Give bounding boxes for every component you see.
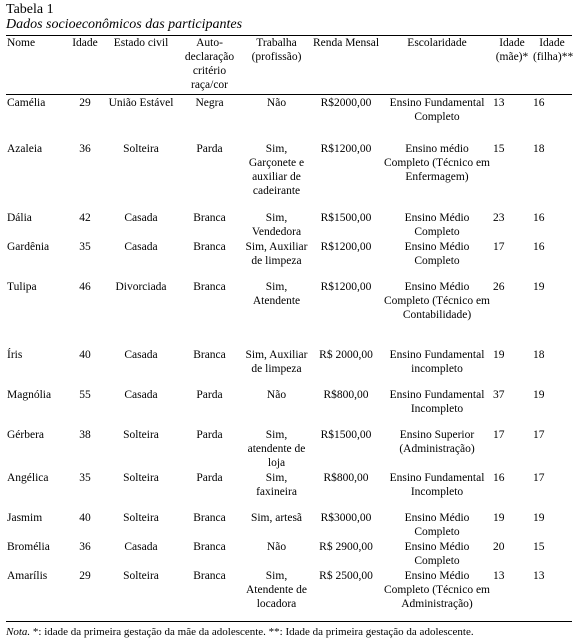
header-cell: Nome (6, 36, 64, 95)
table-cell: Magnólia (7, 388, 52, 401)
table-cell: 42 (79, 211, 91, 224)
table-cell: Jasmim (7, 511, 43, 524)
table-cell: Casada (124, 388, 158, 401)
table-cell: Ensino Fundamental Incompleto (389, 471, 485, 498)
table-cell: Branca (193, 348, 226, 361)
table-cell: 36 (79, 540, 91, 553)
header-cell: Idade (mãe)* (492, 36, 532, 95)
table-row (6, 141, 572, 210)
table-cell: União Estável (108, 97, 174, 109)
table-row (6, 387, 572, 427)
table-cell: 36 (79, 142, 91, 155)
table-cell: Sim, Auxiliar de limpeza (245, 348, 308, 375)
table-cell: R$1200,00 (320, 240, 372, 253)
table-label: Tabela 1 (6, 2, 54, 17)
header-cell: Renda Mensal (310, 36, 382, 95)
table-cell: 40 (79, 348, 91, 361)
table-cell: Casada (124, 240, 158, 253)
table-cell: Ensino Médio Completo (404, 240, 470, 267)
table-cell: 40 (79, 511, 91, 524)
table-cell: Angélica (7, 471, 49, 484)
table-body (6, 95, 572, 622)
table-cell: Tulipa (7, 280, 37, 293)
table-row (6, 210, 572, 239)
table-cell: Ensino Fundamental Incompleto (389, 388, 485, 415)
table-cell: Branca (193, 540, 226, 553)
table-cell: 55 (79, 388, 91, 401)
table-cell: 13 (493, 97, 505, 109)
header-cell: Estado civil (106, 36, 176, 95)
table-cell: Não (266, 97, 287, 109)
table-cell: Solteira (106, 568, 176, 622)
table-cell: Negra (195, 97, 224, 109)
note-label: Nota. (6, 626, 31, 638)
table-cell: 19 (533, 280, 545, 293)
table-note (6, 626, 572, 639)
table-cell: Azaleia (7, 142, 43, 155)
table-cell: 18 (533, 142, 545, 155)
table-cell: Casada (124, 540, 158, 553)
table-cell: 29 (79, 97, 91, 109)
table-cell: Casada (124, 348, 158, 361)
table-cell: 16 (533, 97, 545, 109)
table-row (6, 427, 572, 470)
header-cell: Auto-declaração critério raça/cor (176, 36, 243, 95)
table-cell: R$800,00 (323, 471, 369, 484)
table-cell: R$ 2500,00 (310, 568, 382, 622)
table-cell: 17 (493, 428, 505, 441)
table-cell: Ensino Médio Completo (404, 211, 470, 238)
table-cell: Ensino Médio Completo (Técnico em Administração) (382, 568, 492, 622)
table-cell: Ensino Superior (Administração) (399, 428, 475, 455)
header-cell: Trabalha (profissão) (243, 36, 310, 95)
table-cell: 20 (493, 540, 505, 553)
table-cell: Solteira (123, 428, 159, 441)
table-cell: Parda (196, 388, 223, 401)
table-cell: R$1500,00 (320, 211, 372, 224)
table-cell: Gardênia (7, 240, 50, 253)
table-cell: R$2000,00 (320, 97, 372, 109)
table-cell: Camélia (7, 97, 46, 109)
table-cell: Sim, atendente de loja (247, 428, 306, 469)
table-cell: Casada (124, 211, 158, 224)
table-cell: 37 (493, 388, 505, 401)
table-cell: Bromélia (7, 540, 50, 553)
table-row (6, 95, 572, 141)
table-cell: 15 (493, 142, 505, 155)
table-cell: Ensino médio Completo (Técnico em Enfermagem) (383, 142, 491, 183)
table-row (6, 239, 572, 279)
table-cell: Amarílis (6, 568, 64, 622)
table-cell: Sim, Atendente de locadora (243, 568, 310, 622)
table-cell: 16 (533, 240, 545, 253)
table-cell: Ensino Fundamental incompleto (389, 348, 485, 375)
table-cell: Sim, Garçonete e auxiliar de cadeirante (248, 142, 305, 197)
table-cell: Ensino Médio Completo (404, 540, 470, 567)
table-cell: Divorciada (115, 280, 167, 293)
table-cell: 19 (533, 511, 545, 524)
table-cell: 29 (64, 568, 106, 622)
table-cell: Solteira (123, 511, 159, 524)
table-cell: Sim, Vendedora (251, 211, 302, 238)
table-cell: 35 (79, 471, 91, 484)
table-row (6, 279, 572, 347)
table-cell: Branca (193, 211, 226, 224)
table-row (6, 347, 572, 387)
table-cell: Parda (196, 471, 223, 484)
table-cell: Não (266, 388, 287, 401)
note-text: *: idade da primeira gestação da mãe da adolescente. **: Idade da primeira gestação da adolescente. (30, 626, 474, 638)
table-cell: 35 (79, 240, 91, 253)
table-cell: Sim, Auxiliar de limpeza (245, 240, 308, 267)
header-cell: Idade (64, 36, 106, 95)
table-title: Dados socioeconômicos das participantes (6, 17, 243, 32)
table-cell: 17 (533, 428, 545, 441)
table-cell: 38 (79, 428, 91, 441)
table-cell: 13 (532, 568, 572, 622)
table-cell: R$ 2000,00 (319, 348, 373, 361)
header-row (6, 36, 572, 95)
table-cell: R$3000,00 (320, 511, 372, 524)
table-cell: Gérbera (7, 428, 45, 441)
table-cell: Não (266, 540, 287, 553)
header-cell: Escolaridade (382, 36, 492, 95)
table-cell: 16 (493, 471, 505, 484)
table-cell: Branca (193, 280, 226, 293)
table-cell: 13 (492, 568, 532, 622)
table-cell: Parda (196, 428, 223, 441)
table-cell: 19 (533, 388, 545, 401)
table-cell: Sim, artesã (250, 511, 303, 524)
table-cell: Branca (176, 568, 243, 622)
table-cell: 19 (493, 348, 505, 361)
table-cell: Solteira (123, 142, 159, 155)
table-cell: 23 (493, 211, 505, 224)
table-cell: 26 (493, 280, 505, 293)
table-cell: Parda (196, 142, 223, 155)
table-cell: 17 (493, 240, 505, 253)
table-row (6, 568, 572, 622)
table-cell: 46 (79, 280, 91, 293)
table-cell: Solteira (123, 471, 159, 484)
table-cell: Ensino Médio Completo (404, 511, 470, 538)
table-cell: Ensino Médio Completo (Técnico em Contabilidade) (383, 280, 491, 321)
table-cell: R$1200,00 (320, 280, 372, 293)
table-cell: 16 (533, 211, 545, 224)
table-cell: Dália (7, 211, 32, 224)
table-cell: 19 (493, 511, 505, 524)
table-cell: R$1500,00 (320, 428, 372, 441)
table-cell: 17 (533, 471, 545, 484)
table-row (6, 539, 572, 568)
table-cell: Íris (7, 348, 23, 361)
header-cell: Idade (filha)** (532, 36, 572, 95)
table-row (6, 510, 572, 539)
table-cell: Branca (193, 511, 226, 524)
table-cell: Sim, faxineira (256, 471, 297, 498)
table-row (6, 470, 572, 510)
table-cell: 15 (533, 540, 545, 553)
table-cell: Branca (193, 240, 226, 253)
table-cell: R$800,00 (323, 388, 369, 401)
table-cell: R$1200,00 (320, 142, 372, 155)
table-cell: Ensino Fundamental Completo (389, 97, 485, 123)
table-cell: 18 (533, 348, 545, 361)
table-cell: Sim, Atendente (252, 280, 301, 307)
table-cell: R$ 2900,00 (319, 540, 373, 553)
socioeconomic-table (6, 35, 572, 622)
